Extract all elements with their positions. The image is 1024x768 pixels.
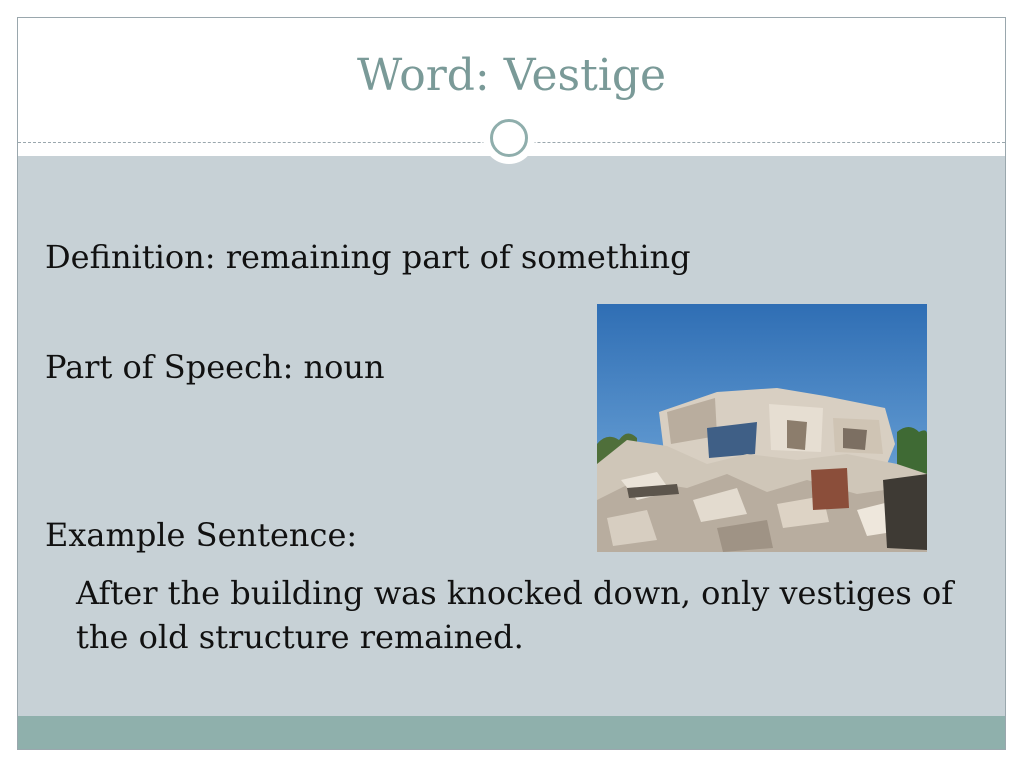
example-sentence: After the building was knocked down, only vestiges of the old structure remained.: [76, 574, 954, 656]
part-of-speech-text: Part of Speech: noun: [45, 348, 385, 386]
definition-text: Definition: remaining part of something: [45, 238, 691, 276]
slide-title: Word: Vestige: [356, 50, 667, 101]
slide: [17, 17, 1006, 750]
bottom-bar: [18, 716, 1005, 750]
ring-ornament-icon: [483, 112, 535, 164]
example-label: Example Sentence:: [45, 516, 358, 554]
ruins-photo: [597, 304, 927, 552]
